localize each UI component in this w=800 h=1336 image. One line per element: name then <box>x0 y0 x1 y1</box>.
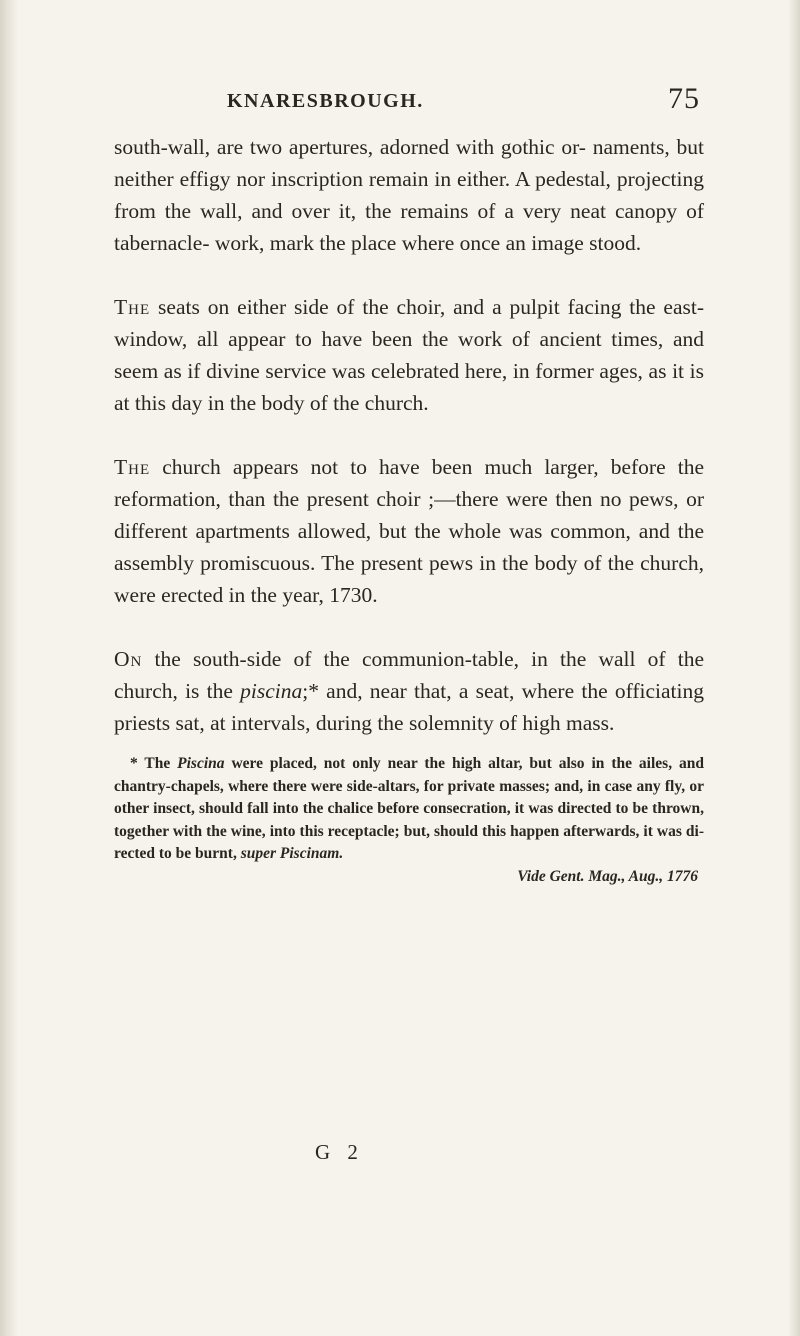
paragraph-2-lead: The <box>114 295 151 319</box>
paragraph-3-text: church appears not to have been much larger, before the reformation, than the present choir ;—there were then no pews, or different apartments allowed, but the whole was common, and the assembly promiscuous. The present pews in the body of the church, were erected in the year, 1730. <box>114 455 704 607</box>
footnote <box>114 753 704 866</box>
paragraph-1 <box>114 131 704 259</box>
paragraph-1-text: south-wall, are two apertures, adorned with gothic or- naments, but neither effigy nor inscription remain in either. A pedestal, projecting from the wall, and over it, the remains of a very neat canopy of tabernacle- work, mark the place where once an image stood. <box>114 135 704 255</box>
paragraph-2-text: seats on either side of the choir, and a pulpit facing the east-window, all appear to have been the work of ancient times, and seem as if divine service was celebrated here, in former ages, as it is at this day in the body of the church. <box>114 295 704 415</box>
footnote-reference: Vide Gent. Mag., Aug., 1776 <box>517 867 698 885</box>
running-head: KNARESBROUGH. <box>227 90 424 112</box>
paragraph-2 <box>114 291 704 419</box>
footnote-marker: * The <box>130 755 178 772</box>
paragraph-4-lead: On <box>114 647 143 671</box>
page-gutter-shadow <box>0 0 18 1336</box>
footnote-text: were placed, not only near the high altar, but also in the ailes, and chantry-chapels, where there were side-altars, for private masses; and, in case any fly, or other insect, should fall into the chalice before consecration, it was directed to be thrown, together with the wine, into this receptacle; but, should this happen afterwards, it was di- rected to be burnt, <box>114 755 704 862</box>
paragraph-4-text-after: ;* and, near that, a seat, where the officiating priests sat, at intervals, during the solemnity of high mass. <box>114 679 704 735</box>
paragraph-4-italic: piscina <box>240 679 303 703</box>
paragraph-3 <box>114 451 704 611</box>
paragraph-4-text-before: the south-side of the communion-table, in the wall of the church, is the <box>114 647 704 703</box>
page-header <box>125 82 700 122</box>
page-number: 75 <box>668 82 700 115</box>
footnote-italic-term: Piscina <box>177 755 225 772</box>
signature-mark: G 2 <box>315 1140 364 1164</box>
footnote-italic-end: super Piscinam. <box>240 845 344 862</box>
page-edge-shadow <box>788 0 800 1336</box>
body-text <box>114 131 704 888</box>
paragraph-3-lead: The <box>114 455 151 479</box>
paragraph-4 <box>114 643 704 739</box>
